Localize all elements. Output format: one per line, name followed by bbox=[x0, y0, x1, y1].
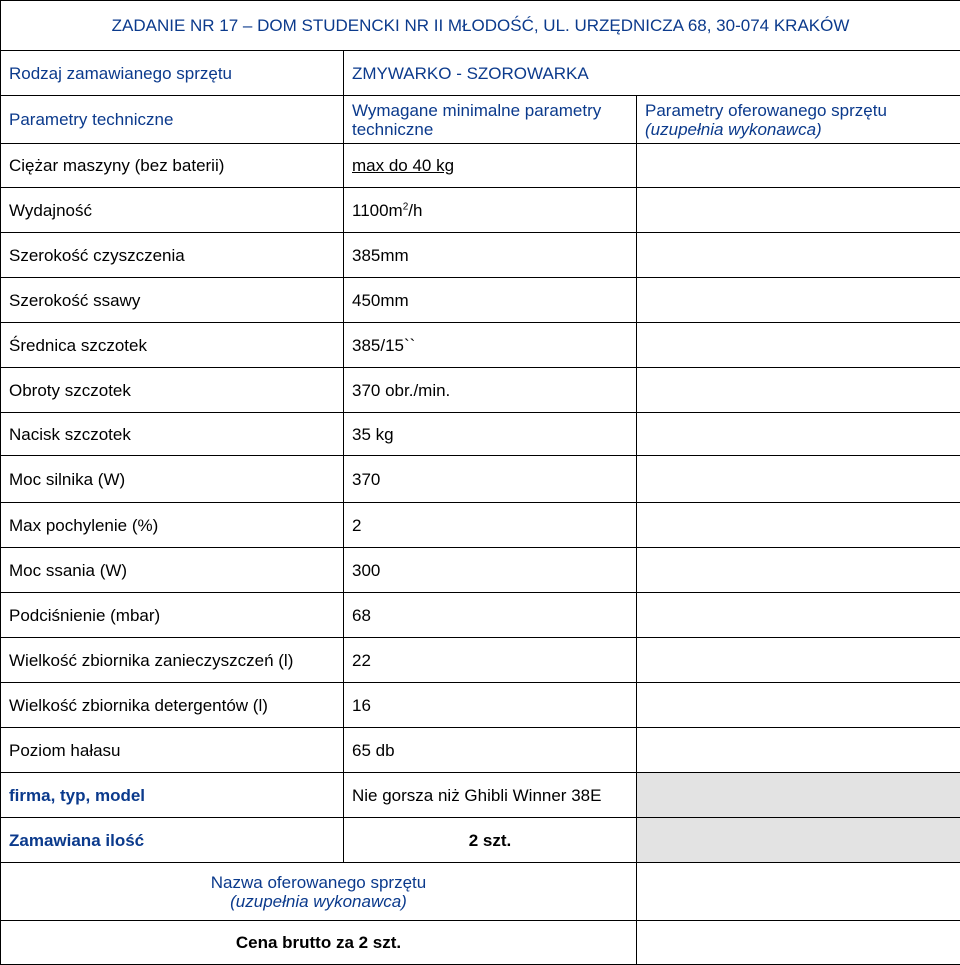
table-row bbox=[1, 413, 960, 456]
offered-value-cell[interactable] bbox=[637, 278, 960, 323]
model-row bbox=[1, 773, 960, 818]
param-label: Max pochylenie (%) bbox=[1, 503, 344, 548]
offered-value-cell[interactable] bbox=[637, 323, 960, 368]
offered-value-cell[interactable] bbox=[637, 188, 960, 233]
quantity-label: Zamawiana ilość bbox=[1, 818, 344, 863]
param-value: 68 bbox=[344, 593, 637, 638]
offered-value-cell[interactable] bbox=[637, 728, 960, 773]
table-row bbox=[1, 323, 960, 368]
offer-name-note: (uzupełnia wykonawca) bbox=[230, 892, 407, 911]
offered-value-cell[interactable] bbox=[637, 503, 960, 548]
param-label: Ciężar maszyny (bez baterii) bbox=[1, 144, 344, 188]
offered-value-cell[interactable] bbox=[637, 593, 960, 638]
quantity-row bbox=[1, 818, 960, 863]
table-row bbox=[1, 638, 960, 683]
param-label: Szerokość ssawy bbox=[1, 278, 344, 323]
param-label: Obroty szczotek bbox=[1, 368, 344, 413]
offered-value-cell[interactable] bbox=[637, 233, 960, 278]
param-value: 65 db bbox=[344, 728, 637, 773]
table-row bbox=[1, 593, 960, 638]
param-value: 2 bbox=[344, 503, 637, 548]
param-value: max do 40 kg bbox=[344, 144, 637, 188]
table-row bbox=[1, 728, 960, 773]
param-label: Moc ssania (W) bbox=[1, 548, 344, 593]
offered-column-title: Parametry oferowanego sprzętu bbox=[645, 101, 887, 120]
superscript: 2 bbox=[403, 201, 409, 212]
table-row bbox=[1, 683, 960, 728]
param-label: Średnica szczotek bbox=[1, 323, 344, 368]
param-value: 300 bbox=[344, 548, 637, 593]
table-row bbox=[1, 456, 960, 503]
param-label: Wielkość zbiornika zanieczyszczeń (l) bbox=[1, 638, 344, 683]
param-value: 22 bbox=[344, 638, 637, 683]
param-value: 370 bbox=[344, 456, 637, 503]
price-label: Cena brutto za 2 szt. bbox=[1, 921, 637, 965]
model-label: firma, typ, model bbox=[1, 773, 344, 818]
offered-value-cell[interactable] bbox=[637, 456, 960, 503]
param-label: Wydajność bbox=[1, 188, 344, 233]
param-label: Wielkość zbiornika detergentów (l) bbox=[1, 683, 344, 728]
price-input-cell[interactable] bbox=[637, 921, 960, 965]
equipment-type-value: ZMYWARKO - SZOROWARKA bbox=[344, 51, 960, 96]
price-row bbox=[1, 921, 960, 965]
model-value: Nie gorsza niż Ghibli Winner 38E bbox=[344, 773, 637, 818]
table-row bbox=[1, 144, 960, 188]
offer-name-label bbox=[1, 863, 637, 921]
param-label: Moc silnika (W) bbox=[1, 456, 344, 503]
offered-value-cell[interactable] bbox=[637, 548, 960, 593]
table-row bbox=[1, 548, 960, 593]
offer-name-title: Nazwa oferowanego sprzętu bbox=[211, 873, 426, 892]
offered-value-cell[interactable] bbox=[637, 413, 960, 456]
param-value: 385/15`` bbox=[344, 323, 637, 368]
offered-model-cell[interactable] bbox=[637, 773, 960, 818]
offered-value-cell[interactable] bbox=[637, 144, 960, 188]
param-column-header: Parametry techniczne bbox=[1, 96, 344, 144]
task-title: ZADANIE NR 17 – DOM STUDENCKI NR II MŁODOŚĆ, UL. URZĘDNICZA 68, 30-074 KRAKÓW bbox=[1, 1, 960, 51]
required-column-header: Wymagane minimalne parametry techniczne bbox=[344, 96, 637, 144]
param-label: Szerokość czyszczenia bbox=[1, 233, 344, 278]
offered-column-note: (uzupełnia wykonawca) bbox=[645, 120, 822, 139]
table-row bbox=[1, 188, 960, 233]
offer-name-input-cell[interactable] bbox=[637, 863, 960, 921]
param-label: Poziom hałasu bbox=[1, 728, 344, 773]
table-row bbox=[1, 233, 960, 278]
table-row bbox=[1, 503, 960, 548]
param-label: Nacisk szczotek bbox=[1, 413, 344, 456]
param-value: 16 bbox=[344, 683, 637, 728]
table-row bbox=[1, 368, 960, 413]
param-value: 385mm bbox=[344, 233, 637, 278]
offered-value-cell[interactable] bbox=[637, 683, 960, 728]
table-row bbox=[1, 278, 960, 323]
param-value: 370 obr./min. bbox=[344, 368, 637, 413]
equipment-type-label: Rodzaj zamawianego sprzętu bbox=[1, 51, 344, 96]
offered-value-cell[interactable] bbox=[637, 638, 960, 683]
param-label: Podciśnienie (mbar) bbox=[1, 593, 344, 638]
param-value: 35 kg bbox=[344, 413, 637, 456]
param-value: $1100m^2/h$ bbox=[344, 188, 637, 233]
param-value: 450mm bbox=[344, 278, 637, 323]
offered-value-cell[interactable] bbox=[637, 368, 960, 413]
offer-name-row bbox=[1, 863, 960, 921]
offered-column-header bbox=[637, 96, 960, 144]
offered-quantity-cell[interactable] bbox=[637, 818, 960, 863]
quantity-value: 2 szt. bbox=[344, 818, 637, 863]
